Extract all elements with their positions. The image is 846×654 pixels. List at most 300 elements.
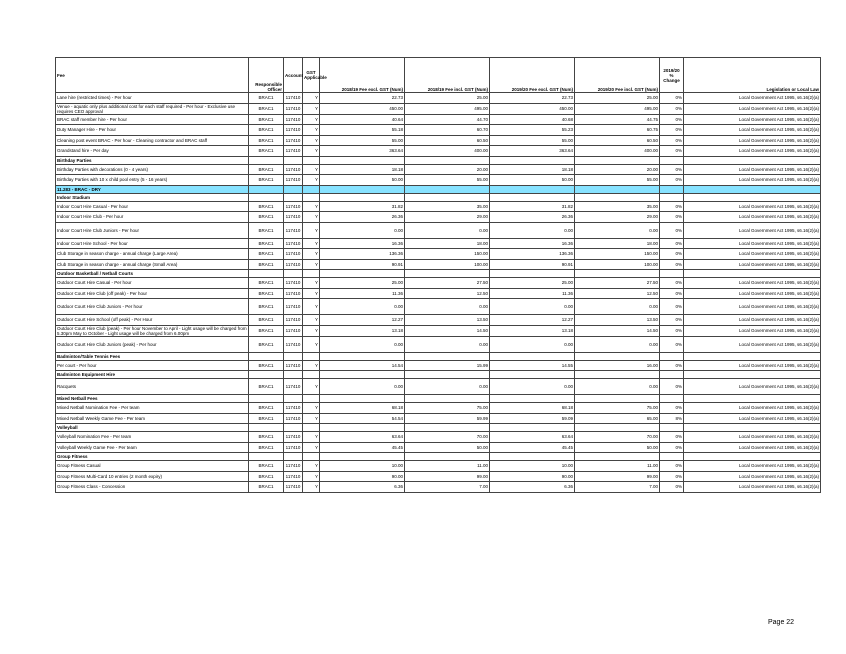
fee-incl-1920-cell: 50.00 (575, 442, 660, 453)
empty-cell (303, 395, 320, 403)
fee-cell: Birthday Parties with decorations (0 - 4 years) (56, 164, 249, 175)
empty-cell (320, 395, 405, 403)
fee-incl-1920-cell: 27.50 (575, 278, 660, 289)
gst-cell: Y (303, 103, 320, 114)
fee-incl-1819-cell: 7.00 (405, 482, 490, 493)
gst-cell: Y (303, 222, 320, 238)
empty-cell (575, 185, 660, 193)
officer-cell: BRAC1 (249, 278, 284, 289)
empty-cell (684, 424, 821, 432)
legislation-cell: Local Government Act 1995, s6.16(2)(a) (684, 432, 821, 443)
gst-cell: Y (303, 212, 320, 223)
account-cell: 117410 (284, 288, 303, 299)
table-row (56, 299, 821, 315)
legislation-cell: Local Government Act 1995, s6.16(2)(a) (684, 222, 821, 238)
empty-cell (575, 156, 660, 164)
account-cell: 117410 (284, 125, 303, 136)
empty-cell (575, 270, 660, 278)
empty-cell (684, 371, 821, 379)
fee-excl-1920-cell: 26.36 (490, 212, 575, 223)
fee-incl-1920-cell: 13.50 (575, 315, 660, 326)
fee-cell: Duty Manager Hire - Per hour (56, 125, 249, 136)
section-title: Badminton/Table Tennis Fees (56, 352, 249, 360)
gst-cell: Y (303, 471, 320, 482)
account-cell: 117410 (284, 238, 303, 249)
empty-cell (405, 193, 490, 201)
empty-cell (684, 185, 821, 193)
fee-cell: Venue - aquatic only plus additional cost for each staff required - Per hour - Exclusive use requires CEO approval (56, 103, 249, 114)
fee-incl-1819-cell: 18.00 (405, 238, 490, 249)
section-row (56, 193, 821, 201)
officer-cell: BRAC1 (249, 164, 284, 175)
fee-excl-1920-cell: 50.00 (490, 175, 575, 186)
fee-excl-1819-cell: 31.82 (320, 201, 405, 212)
legislation-cell: Local Government Act 1995, s6.16(2)(a) (684, 93, 821, 104)
fee-incl-1920-cell: 99.00 (575, 471, 660, 482)
account-cell: 117410 (284, 259, 303, 270)
change-cell: 8% (660, 413, 684, 424)
empty-cell (284, 185, 303, 193)
account-cell: 117410 (284, 360, 303, 371)
legislation-cell: Local Government Act 1995, s6.16(2)(a) (684, 201, 821, 212)
fee-cell: Club Storage in season charge - annual charge (Large Area) (56, 249, 249, 260)
account-cell: 117410 (284, 146, 303, 157)
fee-schedule-table (55, 57, 821, 493)
fee-excl-1819-cell: 25.00 (320, 278, 405, 289)
fee-incl-1920-cell: 25.00 (575, 93, 660, 104)
empty-cell (575, 424, 660, 432)
change-cell: 0% (660, 103, 684, 114)
empty-cell (660, 395, 684, 403)
fee-incl-1819-cell: 75.00 (405, 403, 490, 414)
officer-cell: BRAC1 (249, 403, 284, 414)
empty-cell (405, 352, 490, 360)
empty-cell (660, 156, 684, 164)
fee-excl-1819-cell: 363.64 (320, 146, 405, 157)
fee-excl-1819-cell: 55.00 (320, 135, 405, 146)
empty-cell (660, 453, 684, 461)
empty-cell (490, 270, 575, 278)
fee-excl-1920-cell: 0.00 (490, 379, 575, 395)
empty-cell (284, 352, 303, 360)
fee-incl-1920-cell: 0.00 (575, 222, 660, 238)
gst-cell: Y (303, 403, 320, 414)
table-row (56, 249, 821, 260)
fee-incl-1819-cell: 50.00 (405, 442, 490, 453)
officer-cell: BRAC1 (249, 201, 284, 212)
change-cell: 0% (660, 201, 684, 212)
empty-cell (249, 371, 284, 379)
fee-incl-1819-cell: 0.00 (405, 379, 490, 395)
table-row (56, 315, 821, 326)
empty-cell (490, 453, 575, 461)
fee-cell: Indoor Court Hire School - Per hour (56, 238, 249, 249)
account-cell: 117410 (284, 325, 303, 336)
empty-cell (249, 395, 284, 403)
table-row (56, 125, 821, 136)
fee-cell: Grandstand hire - Per day (56, 146, 249, 157)
empty-cell (684, 352, 821, 360)
fee-excl-1920-cell: 0.00 (490, 299, 575, 315)
section-title: Mixed Netball Fees (56, 395, 249, 403)
legislation-cell: Local Government Act 1995, s6.16(2)(a) (684, 114, 821, 125)
account-cell: 117410 (284, 336, 303, 352)
officer-cell: BRAC1 (249, 222, 284, 238)
fee-incl-1819-cell: 15.99 (405, 360, 490, 371)
fee-incl-1920-cell: 60.75 (575, 125, 660, 136)
account-cell: 117410 (284, 315, 303, 326)
fee-cell: Group Fitness Casual (56, 461, 249, 472)
fee-excl-1819-cell: 54.54 (320, 413, 405, 424)
fee-excl-1819-cell: 11.36 (320, 288, 405, 299)
change-cell: 0% (660, 299, 684, 315)
fee-incl-1819-cell: 59.99 (405, 413, 490, 424)
officer-cell: BRAC1 (249, 325, 284, 336)
empty-cell (575, 352, 660, 360)
fee-incl-1920-cell: 7.00 (575, 482, 660, 493)
empty-cell (660, 185, 684, 193)
gst-cell: Y (303, 461, 320, 472)
fee-excl-1920-cell: 40.68 (490, 114, 575, 125)
fee-excl-1819-cell: 40.64 (320, 114, 405, 125)
empty-cell (249, 424, 284, 432)
change-cell: 0% (660, 164, 684, 175)
empty-cell (490, 371, 575, 379)
empty-cell (303, 453, 320, 461)
fee-excl-1819-cell: 0.00 (320, 299, 405, 315)
account-cell: 117410 (284, 482, 303, 493)
fee-cell: Group Fitness Multi-Card 10 entries (2 month expiry) (56, 471, 249, 482)
account-cell: 117410 (284, 164, 303, 175)
legislation-cell: Local Government Act 1995, s6.16(2)(a) (684, 336, 821, 352)
gst-cell: Y (303, 288, 320, 299)
fee-excl-1819-cell: 90.00 (320, 471, 405, 482)
officer-cell: BRAC1 (249, 442, 284, 453)
fee-cell: Outdoor Court Hire Club Juniors - Per hour (56, 299, 249, 315)
fee-incl-1920-cell: 16.00 (575, 360, 660, 371)
fee-excl-1920-cell: 90.91 (490, 259, 575, 270)
fee-cell: Outdoor Court Hire Casual - Per hour (56, 278, 249, 289)
officer-cell: BRAC1 (249, 336, 284, 352)
gst-cell: Y (303, 259, 320, 270)
table-row (56, 413, 821, 424)
empty-cell (490, 424, 575, 432)
table-row (56, 212, 821, 223)
change-cell: 0% (660, 336, 684, 352)
fee-incl-1819-cell: 13.50 (405, 315, 490, 326)
empty-cell (303, 352, 320, 360)
section-row (56, 424, 821, 432)
officer-cell: BRAC1 (249, 212, 284, 223)
fee-excl-1819-cell: 136.36 (320, 249, 405, 260)
table-row (56, 379, 821, 395)
empty-cell (405, 270, 490, 278)
empty-cell (575, 453, 660, 461)
account-cell: 117410 (284, 432, 303, 443)
officer-cell: BRAC1 (249, 315, 284, 326)
gst-cell: Y (303, 125, 320, 136)
gst-cell: Y (303, 336, 320, 352)
legislation-cell: Local Government Act 1995, s6.16(2)(a) (684, 249, 821, 260)
section-title: Group Fitness (56, 453, 249, 461)
fee-incl-1819-cell: 70.00 (405, 432, 490, 443)
empty-cell (303, 156, 320, 164)
legislation-cell: Local Government Act 1995, s6.16(2)(a) (684, 379, 821, 395)
empty-cell (405, 156, 490, 164)
account-cell: 117410 (284, 114, 303, 125)
fee-excl-1819-cell: 12.27 (320, 315, 405, 326)
fee-cell: Group Fitness Class - Concession (56, 482, 249, 493)
empty-cell (303, 270, 320, 278)
fee-excl-1920-cell: 55.00 (490, 135, 575, 146)
fee-incl-1920-cell: 60.50 (575, 135, 660, 146)
empty-cell (303, 371, 320, 379)
fee-incl-1819-cell: 60.50 (405, 135, 490, 146)
fee-excl-1920-cell: 12.27 (490, 315, 575, 326)
legislation-cell: Local Government Act 1995, s6.16(2)(a) (684, 413, 821, 424)
officer-cell: BRAC1 (249, 238, 284, 249)
officer-cell: BRAC1 (249, 259, 284, 270)
account-cell: 117410 (284, 249, 303, 260)
fee-excl-1920-cell: 0.00 (490, 222, 575, 238)
change-cell: 0% (660, 278, 684, 289)
fee-excl-1819-cell: 55.18 (320, 125, 405, 136)
fee-cell: Mixed Netball Nomination Fee - Per team (56, 403, 249, 414)
fee-incl-1819-cell: 27.50 (405, 278, 490, 289)
change-cell: 0% (660, 471, 684, 482)
empty-cell (405, 395, 490, 403)
section-title: Volleyball (56, 424, 249, 432)
header-row (56, 58, 821, 93)
empty-cell (684, 453, 821, 461)
change-cell: 0% (660, 315, 684, 326)
table-row (56, 325, 821, 336)
empty-cell (320, 453, 405, 461)
empty-cell (684, 395, 821, 403)
account-cell: 117410 (284, 379, 303, 395)
gst-cell: Y (303, 249, 320, 260)
gst-cell: Y (303, 482, 320, 493)
empty-cell (284, 424, 303, 432)
fee-incl-1920-cell: 495.00 (575, 103, 660, 114)
section-title: Birthday Parties (56, 156, 249, 164)
fee-incl-1920-cell: 29.00 (575, 212, 660, 223)
change-cell: 0% (660, 360, 684, 371)
fee-excl-1819-cell: 90.91 (320, 259, 405, 270)
officer-cell: BRAC1 (249, 93, 284, 104)
fee-cell: Per court - Per hour (56, 360, 249, 371)
officer-cell: BRAC1 (249, 432, 284, 443)
fee-excl-1920-cell: 90.00 (490, 471, 575, 482)
account-cell: 117410 (284, 201, 303, 212)
change-cell: 0% (660, 288, 684, 299)
fee-cell: Indoor Court Hire Club - Per hour (56, 212, 249, 223)
legislation-cell: Local Government Act 1995, s6.16(2)(a) (684, 259, 821, 270)
empty-cell (284, 156, 303, 164)
legislation-cell: Local Government Act 1995, s6.16(2)(a) (684, 461, 821, 472)
empty-cell (660, 371, 684, 379)
fee-cell: Indoor Court Hire Club Juniors - Per hour (56, 222, 249, 238)
fee-incl-1920-cell: 44.75 (575, 114, 660, 125)
fee-table-body (56, 93, 821, 493)
fee-cell: Racquets (56, 379, 249, 395)
table-row (56, 471, 821, 482)
account-cell: 117410 (284, 93, 303, 104)
legislation-cell: Local Government Act 1995, s6.16(2)(a) (684, 471, 821, 482)
table-row (56, 175, 821, 186)
fee-excl-1920-cell: 450.00 (490, 103, 575, 114)
gst-cell: Y (303, 379, 320, 395)
officer-cell: BRAC1 (249, 175, 284, 186)
fee-cell: Volleyball Nomination Fee - Per team (56, 432, 249, 443)
officer-cell: BRAC1 (249, 288, 284, 299)
empty-cell (490, 193, 575, 201)
fee-excl-1920-cell: 16.36 (490, 238, 575, 249)
table-row (56, 164, 821, 175)
fee-excl-1920-cell: 31.82 (490, 201, 575, 212)
fee-excl-1819-cell: 0.00 (320, 222, 405, 238)
fee-excl-1819-cell: 45.45 (320, 442, 405, 453)
fee-excl-1819-cell: 26.36 (320, 212, 405, 223)
header-gst: GST Applicable (303, 58, 320, 93)
fee-incl-1920-cell: 11.00 (575, 461, 660, 472)
fee-cell: BRAC staff member hire - Per hour (56, 114, 249, 125)
officer-cell: BRAC1 (249, 146, 284, 157)
fee-excl-1920-cell: 45.45 (490, 442, 575, 453)
fee-incl-1920-cell: 18.00 (575, 238, 660, 249)
header-legislation: Legislation or Local Law (684, 58, 821, 93)
change-cell: 0% (660, 222, 684, 238)
fee-cell: Outdoor Court Hire Club (off peak) - Per hour (56, 288, 249, 299)
legislation-cell: Local Government Act 1995, s6.16(2)(a) (684, 288, 821, 299)
officer-cell: BRAC1 (249, 471, 284, 482)
table-row (56, 93, 821, 104)
table-row (56, 103, 821, 114)
table-row (56, 135, 821, 146)
empty-cell (249, 193, 284, 201)
fee-incl-1920-cell: 100.00 (575, 259, 660, 270)
officer-cell: BRAC1 (249, 249, 284, 260)
empty-cell (490, 352, 575, 360)
fee-cell: Volleyball Weekly Game Fee - Per team (56, 442, 249, 453)
fee-cell: Mixed Netball Weekly Game Fee - Per team (56, 413, 249, 424)
empty-cell (575, 193, 660, 201)
fee-excl-1920-cell: 10.00 (490, 461, 575, 472)
header-fee-excl-1819: 2018/19 Fee excl. GST (Num) (320, 58, 405, 93)
account-cell: 117410 (284, 471, 303, 482)
empty-cell (660, 193, 684, 201)
gst-cell: Y (303, 146, 320, 157)
fee-excl-1920-cell: 14.55 (490, 360, 575, 371)
gst-cell: Y (303, 135, 320, 146)
empty-cell (249, 352, 284, 360)
legislation-cell: Local Government Act 1995, s6.16(2)(a) (684, 360, 821, 371)
fee-excl-1920-cell: 22.73 (490, 93, 575, 104)
change-cell: 0% (660, 259, 684, 270)
fee-cell: Indoor Court Hire Casual - Per hour (56, 201, 249, 212)
fee-excl-1819-cell: 0.00 (320, 379, 405, 395)
section-row (56, 395, 821, 403)
fee-incl-1819-cell: 12.50 (405, 288, 490, 299)
fee-excl-1920-cell: 0.00 (490, 336, 575, 352)
legislation-cell: Local Government Act 1995, s6.16(2)(a) (684, 146, 821, 157)
empty-cell (303, 185, 320, 193)
header-fee: Fee (56, 58, 249, 93)
table-row (56, 114, 821, 125)
empty-cell (405, 453, 490, 461)
fee-excl-1920-cell: 6.36 (490, 482, 575, 493)
section-title: Indoor Stadium (56, 193, 249, 201)
table-row (56, 201, 821, 212)
fee-cell: Outdoor Court Hire School (off peak) - Per Hour (56, 315, 249, 326)
fee-incl-1920-cell: 12.50 (575, 288, 660, 299)
fee-incl-1819-cell: 60.70 (405, 125, 490, 136)
fee-incl-1920-cell: 55.00 (575, 175, 660, 186)
gst-cell: Y (303, 93, 320, 104)
gst-cell: Y (303, 114, 320, 125)
table-row (56, 146, 821, 157)
legislation-cell: Local Government Act 1995, s6.16(2)(a) (684, 299, 821, 315)
fee-incl-1920-cell: 0.00 (575, 379, 660, 395)
header-fee-incl-1920: 2019/20 Fee incl. GST (Num) (575, 58, 660, 93)
account-cell: 117410 (284, 442, 303, 453)
legislation-cell: Local Government Act 1995, s6.16(2)(a) (684, 175, 821, 186)
fee-cell: Club Storage in season charge - annual charge (Small Area) (56, 259, 249, 270)
empty-cell (660, 424, 684, 432)
table-row (56, 238, 821, 249)
change-cell: 0% (660, 461, 684, 472)
change-cell: 0% (660, 175, 684, 186)
gst-cell: Y (303, 201, 320, 212)
empty-cell (249, 185, 284, 193)
fee-excl-1920-cell: 13.18 (490, 325, 575, 336)
empty-cell (303, 193, 320, 201)
fee-incl-1819-cell: 14.50 (405, 325, 490, 336)
fee-excl-1819-cell: 50.00 (320, 175, 405, 186)
legislation-cell: Local Government Act 1995, s6.16(2)(a) (684, 238, 821, 249)
empty-cell (284, 193, 303, 201)
fee-incl-1819-cell: 495.00 (405, 103, 490, 114)
empty-cell (684, 156, 821, 164)
fee-excl-1819-cell: 0.00 (320, 336, 405, 352)
account-cell: 117410 (284, 212, 303, 223)
change-cell: 0% (660, 379, 684, 395)
fee-excl-1920-cell: 11.36 (490, 288, 575, 299)
table-row (56, 259, 821, 270)
legislation-cell: Local Government Act 1995, s6.16(2)(a) (684, 278, 821, 289)
empty-cell (320, 185, 405, 193)
empty-cell (405, 185, 490, 193)
fee-incl-1920-cell: 0.00 (575, 299, 660, 315)
officer-cell: BRAC1 (249, 379, 284, 395)
change-cell: 0% (660, 403, 684, 414)
header-fee-incl-1819: 2018/19 Fee incl. GST (Num) (405, 58, 490, 93)
officer-cell: BRAC1 (249, 103, 284, 114)
empty-cell (320, 270, 405, 278)
change-cell: 0% (660, 125, 684, 136)
account-cell: 117410 (284, 135, 303, 146)
section-row (56, 352, 821, 360)
change-cell: 0% (660, 432, 684, 443)
table-row (56, 360, 821, 371)
fee-incl-1819-cell: 29.00 (405, 212, 490, 223)
officer-cell: BRAC1 (249, 461, 284, 472)
fee-excl-1819-cell: 14.54 (320, 360, 405, 371)
empty-cell (284, 270, 303, 278)
fee-incl-1819-cell: 400.00 (405, 146, 490, 157)
fee-incl-1819-cell: 11.00 (405, 461, 490, 472)
fee-incl-1819-cell: 20.00 (405, 164, 490, 175)
